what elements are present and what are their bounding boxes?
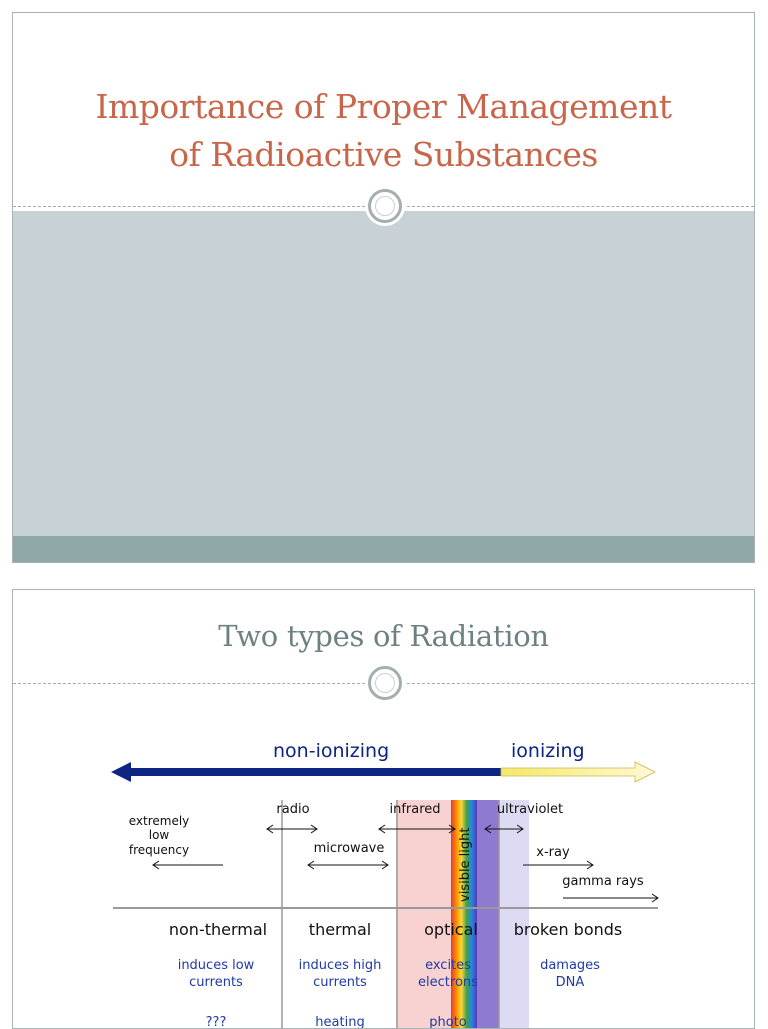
visible-light-label: visible light — [458, 827, 473, 902]
effect-col1-line-2: currents — [189, 975, 243, 990]
slide-1-title-line-1: Importance of Proper Management — [95, 87, 672, 126]
radio-label: radio — [276, 802, 310, 817]
gamma-rays-label: gamma rays — [562, 874, 644, 889]
slide-1-title — [13, 83, 754, 179]
effect-heading-optical: optical — [424, 920, 478, 939]
non-ionizing-label: non-ionizing — [273, 740, 390, 762]
effect-heading-thermal: thermal — [308, 920, 372, 939]
x-ray-label: x-ray — [536, 845, 570, 860]
infrared-band — [396, 800, 451, 1029]
ultraviolet-band — [477, 800, 499, 1029]
elf-label-line-1: extremely — [128, 814, 190, 828]
effect-col2-line-3: heating — [315, 1015, 365, 1029]
effect-col3-line-2: electrons — [418, 975, 478, 990]
elf-label-line-2: low — [148, 828, 170, 842]
ionizing-label: ionizing — [511, 740, 585, 762]
divider-ring-icon — [368, 189, 402, 223]
effect-col3-line-3: photo — [429, 1015, 467, 1029]
effect-col1-line-3: ??? — [205, 1015, 227, 1029]
slide-2 — [12, 589, 755, 1029]
divider-ring-icon — [368, 666, 402, 700]
effect-col4-line-1: damages — [540, 958, 600, 973]
effect-heading-broken-bonds: broken bonds — [513, 920, 623, 939]
non-ionizing-arrow — [111, 762, 501, 782]
ionizing-arrow — [501, 762, 655, 782]
effect-heading-non-thermal: non-thermal — [168, 920, 268, 939]
slide-2-title: Two types of Radiation — [218, 619, 549, 653]
infrared-label: infrared — [389, 802, 441, 817]
effect-col4-line-2: DNA — [555, 975, 585, 990]
effect-col2-line-1: induces high — [298, 958, 382, 973]
ultraviolet-fade-band — [499, 800, 529, 1029]
microwave-label: microwave — [313, 841, 385, 856]
radiation-spectrum-diagram — [103, 730, 663, 1029]
elf-label-line-3: frequency — [128, 843, 190, 857]
slide-content-area — [13, 211, 754, 536]
effect-col1-line-1: induces low — [177, 958, 255, 973]
slide-1-title-line-2: of Radioactive Substances — [169, 135, 598, 174]
ultraviolet-label: ultraviolet — [496, 802, 564, 817]
effect-col2-line-2: currents — [313, 975, 367, 990]
slide-footer-band — [13, 536, 754, 563]
effect-col3-line-1: excites — [425, 958, 471, 973]
slide-1 — [12, 12, 755, 563]
